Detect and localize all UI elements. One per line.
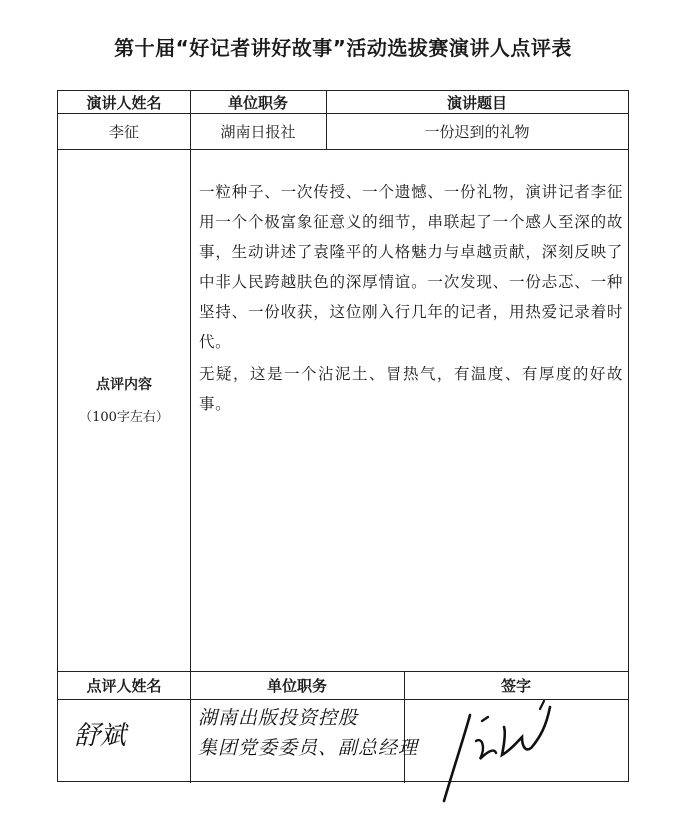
comment-paragraph: 一粒种子、一次传授、一个遗憾、一份礼物，演讲记者李征用一个个极富象征意义的细节，串联起了一个感人至深的故事，生动讲述了袁隆平的人格魅力与卓越贡献，深刻反映了中非人民跨越肤色的深厚情谊。一次发现、一份忐忑、一种坚持、一份收获，这位刚入行几年的记者，用热爱记录着时代。 (199, 183, 623, 351)
speaker-name: 李征 (108, 122, 139, 141)
comment-length-note: （100字左右） (79, 410, 169, 425)
reviewer-name-handwritten: 舒斌 (74, 721, 127, 751)
comment-label-block (58, 374, 190, 425)
reviewer-position-line: 湖南出版投资控股 (198, 707, 359, 729)
page-title: 第十届“好记者讲好故事”活动选拔赛演讲人点评表 (114, 36, 572, 60)
speech-title-header: 演讲题目 (446, 93, 507, 112)
reviewer-position-line: 集团党委委员、副总经理 (198, 737, 419, 759)
reviewer-position-handwritten (198, 703, 418, 763)
speaker-position-header: 单位职务 (227, 93, 288, 112)
speaker-name-header: 演讲人姓名 (86, 93, 162, 112)
comment-paragraph: 无疑，这是一个沾泥土、冒热气，有温度、有厚度的好故事。 (199, 365, 623, 413)
review-form-table (57, 90, 629, 782)
comment-text (199, 177, 623, 419)
reviewer-name-header: 点评人姓名 (86, 676, 162, 695)
reviewer-position-header: 单位职务 (266, 676, 327, 695)
speaker-position: 湖南日报社 (220, 122, 296, 141)
comment-label: 点评内容 (96, 377, 152, 393)
row-divider (58, 149, 628, 150)
signature-scribble (442, 697, 582, 807)
signature-header: 签字 (500, 676, 531, 695)
speech-title: 一份迟到的礼物 (424, 122, 530, 141)
